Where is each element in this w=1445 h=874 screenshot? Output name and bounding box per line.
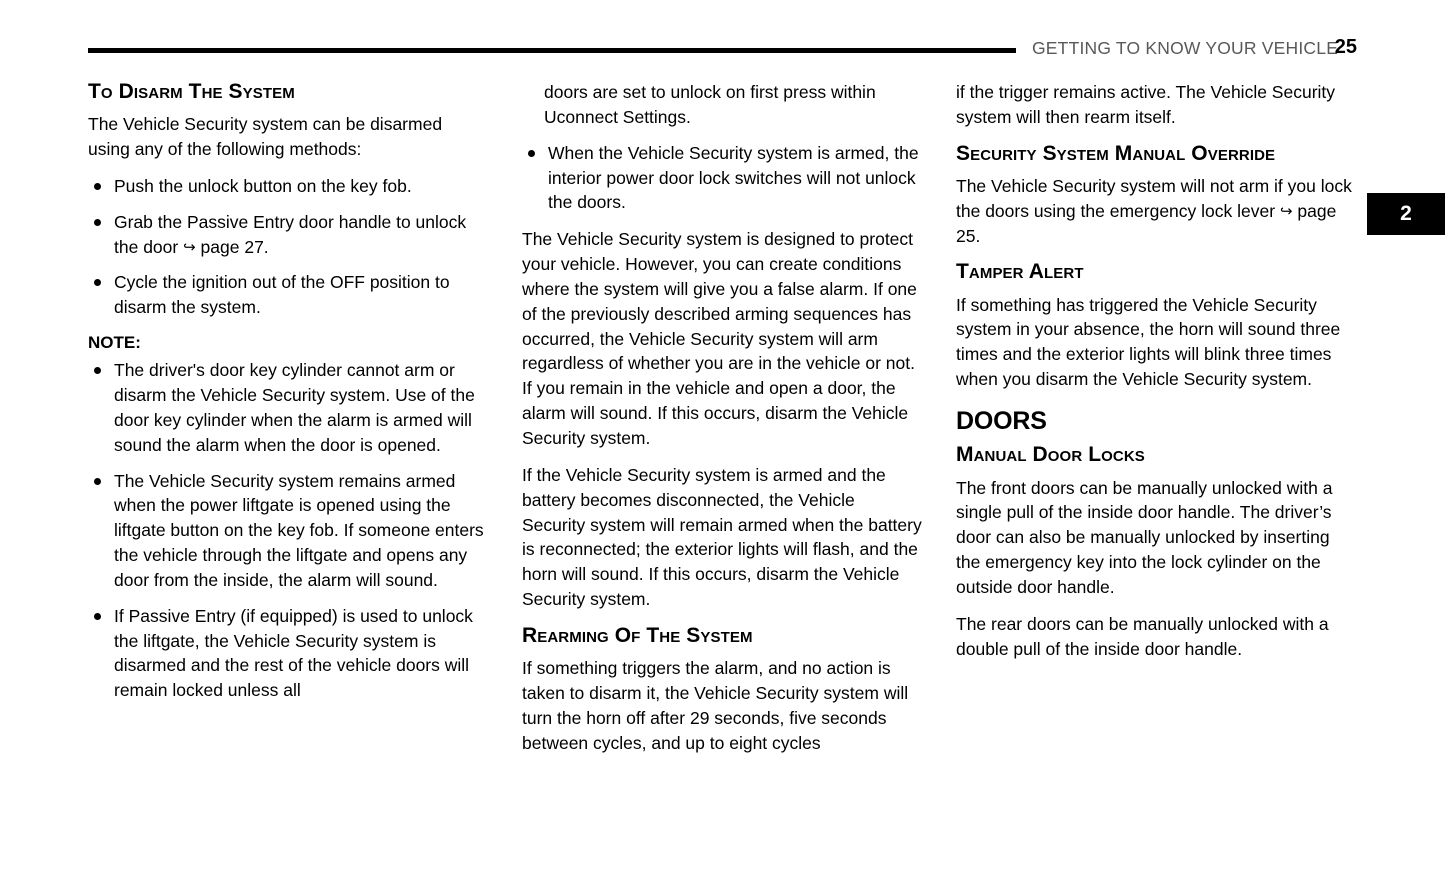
paragraph-continued-from-column2: if the trigger remains active. The Vehicle Security system will then rearm itself. bbox=[956, 82, 1336, 127]
list-item bbox=[88, 469, 488, 593]
list-disarm-methods bbox=[88, 174, 488, 320]
list-item bbox=[88, 604, 488, 703]
page-ref-arrow-icon: ↪ bbox=[1279, 202, 1293, 220]
column-2 bbox=[522, 80, 922, 767]
heading-manual-door-locks: Manual Door Locks bbox=[956, 443, 1145, 467]
chapter-tab: 2 bbox=[1367, 193, 1445, 235]
paragraph-manual-override bbox=[956, 174, 1356, 249]
list-item-text: The Vehicle Security system remains armed when the power liftgate is opened using the liftgate button on the key fob. If someone enters the vehicle through the liftgate and opens any door from the inside, the alarm will sound. bbox=[114, 470, 484, 590]
column-1 bbox=[88, 80, 488, 767]
list-item-text: The driver's door key cylinder cannot arm or disarm the Vehicle Security system. Use of the door key cylinder when the alarm is armed will sound the alarm when the door is opened. bbox=[114, 360, 475, 455]
list-item bbox=[88, 210, 488, 260]
page-header bbox=[88, 38, 1357, 66]
page-reference bbox=[178, 237, 268, 257]
list-item bbox=[88, 174, 488, 199]
list-item bbox=[522, 141, 922, 216]
paragraph-front-doors: The front doors can be manually unlocked with a single pull of the inside door handle. The driver’s door can also be manually unlocked by inserting the emergency key into the lock cylinder on the outside door handle. bbox=[956, 477, 1333, 597]
paragraph-battery-disconnect: If the Vehicle Security system is armed and the battery becomes disconnected, the Vehicle Security system will remain armed when the battery is reconnected; the exterior lights will flash, and the horn will sound. If this occurs, disarm the Vehicle Security system. bbox=[522, 464, 922, 610]
heading-security-system-manual-override: Security System Manual Override bbox=[956, 141, 1276, 165]
list-disarm-notes bbox=[88, 358, 488, 703]
paragraph-false-alarm: The Vehicle Security system is designed to protect your vehicle. However, you can create conditions where the system will give you a false alarm. If one of the previously described arming sequences has occurred, the Vehicle Security system will arm regardless of whether you are in the vehicle or not. If you remain in the vehicle and open a door, the alarm will sound. If this occurs, disarm the Vehicle Security system. bbox=[522, 229, 917, 448]
list-item-text: If Passive Entry (if equipped) is used to unlock the liftgate, the Vehicle Security system is disarmed and the rest of the vehicle doors will remain locked unless all bbox=[114, 605, 473, 701]
heading-doors: DOORS bbox=[956, 406, 1047, 435]
paragraph-manual-override-text: The Vehicle Security system will not arm if you lock the doors using the emergency lock lever bbox=[956, 175, 1352, 221]
header-rule bbox=[88, 48, 1016, 53]
page-reference-text: page 27. bbox=[200, 236, 269, 257]
list-item-text: Cycle the ignition out of the OFF position to disarm the system. bbox=[114, 272, 450, 318]
paragraph-rear-doors: The rear doors can be manually unlocked with a double pull of the inside door handle. bbox=[956, 613, 1329, 659]
list-item bbox=[88, 270, 488, 320]
heading-rearming-of-the-system: Rearming Of The System bbox=[522, 623, 753, 647]
paragraph-disarm-intro: The Vehicle Security system can be disarmed using any of the following methods: bbox=[88, 114, 443, 159]
page-ref-arrow-icon: ↪ bbox=[183, 238, 196, 256]
list-item-text: Grab the Passive Entry door handle to unlock the door bbox=[114, 211, 467, 257]
page-reference-text: page 25. bbox=[956, 200, 1337, 246]
list-item-text: When the Vehicle Security system is armed, the interior power door lock switches will not unlock the doors. bbox=[548, 142, 919, 213]
paragraph-rearming: If something triggers the alarm, and no action is taken to disarm it, the Vehicle Security system will turn the horn off after 29 seconds, five seconds between cycles, and up to eight cycles bbox=[522, 658, 909, 753]
heading-to-disarm-the-system: To Disarm The System bbox=[88, 80, 295, 103]
page-number: 25 bbox=[1334, 36, 1357, 58]
list-item bbox=[88, 358, 488, 457]
paragraph-tamper-alert: If something has triggered the Vehicle Security system in your absence, the horn will sound three times and the exterior lights will blink three times when you disarm the Vehicle Security system. bbox=[956, 294, 1341, 390]
column-3 bbox=[956, 80, 1356, 767]
note-label: NOTE: bbox=[88, 333, 141, 353]
heading-tamper-alert: Tamper Alert bbox=[956, 260, 1084, 284]
list-item-text: Push the unlock button on the key fob. bbox=[114, 175, 412, 196]
page-columns bbox=[88, 80, 1358, 767]
header-section-title: GETTING TO KNOW YOUR VEHICLE bbox=[1032, 38, 1339, 58]
paragraph-continued-from-column1: doors are set to unlock on first press within Uconnect Settings. bbox=[544, 82, 876, 127]
list-armed-notes bbox=[522, 141, 922, 216]
